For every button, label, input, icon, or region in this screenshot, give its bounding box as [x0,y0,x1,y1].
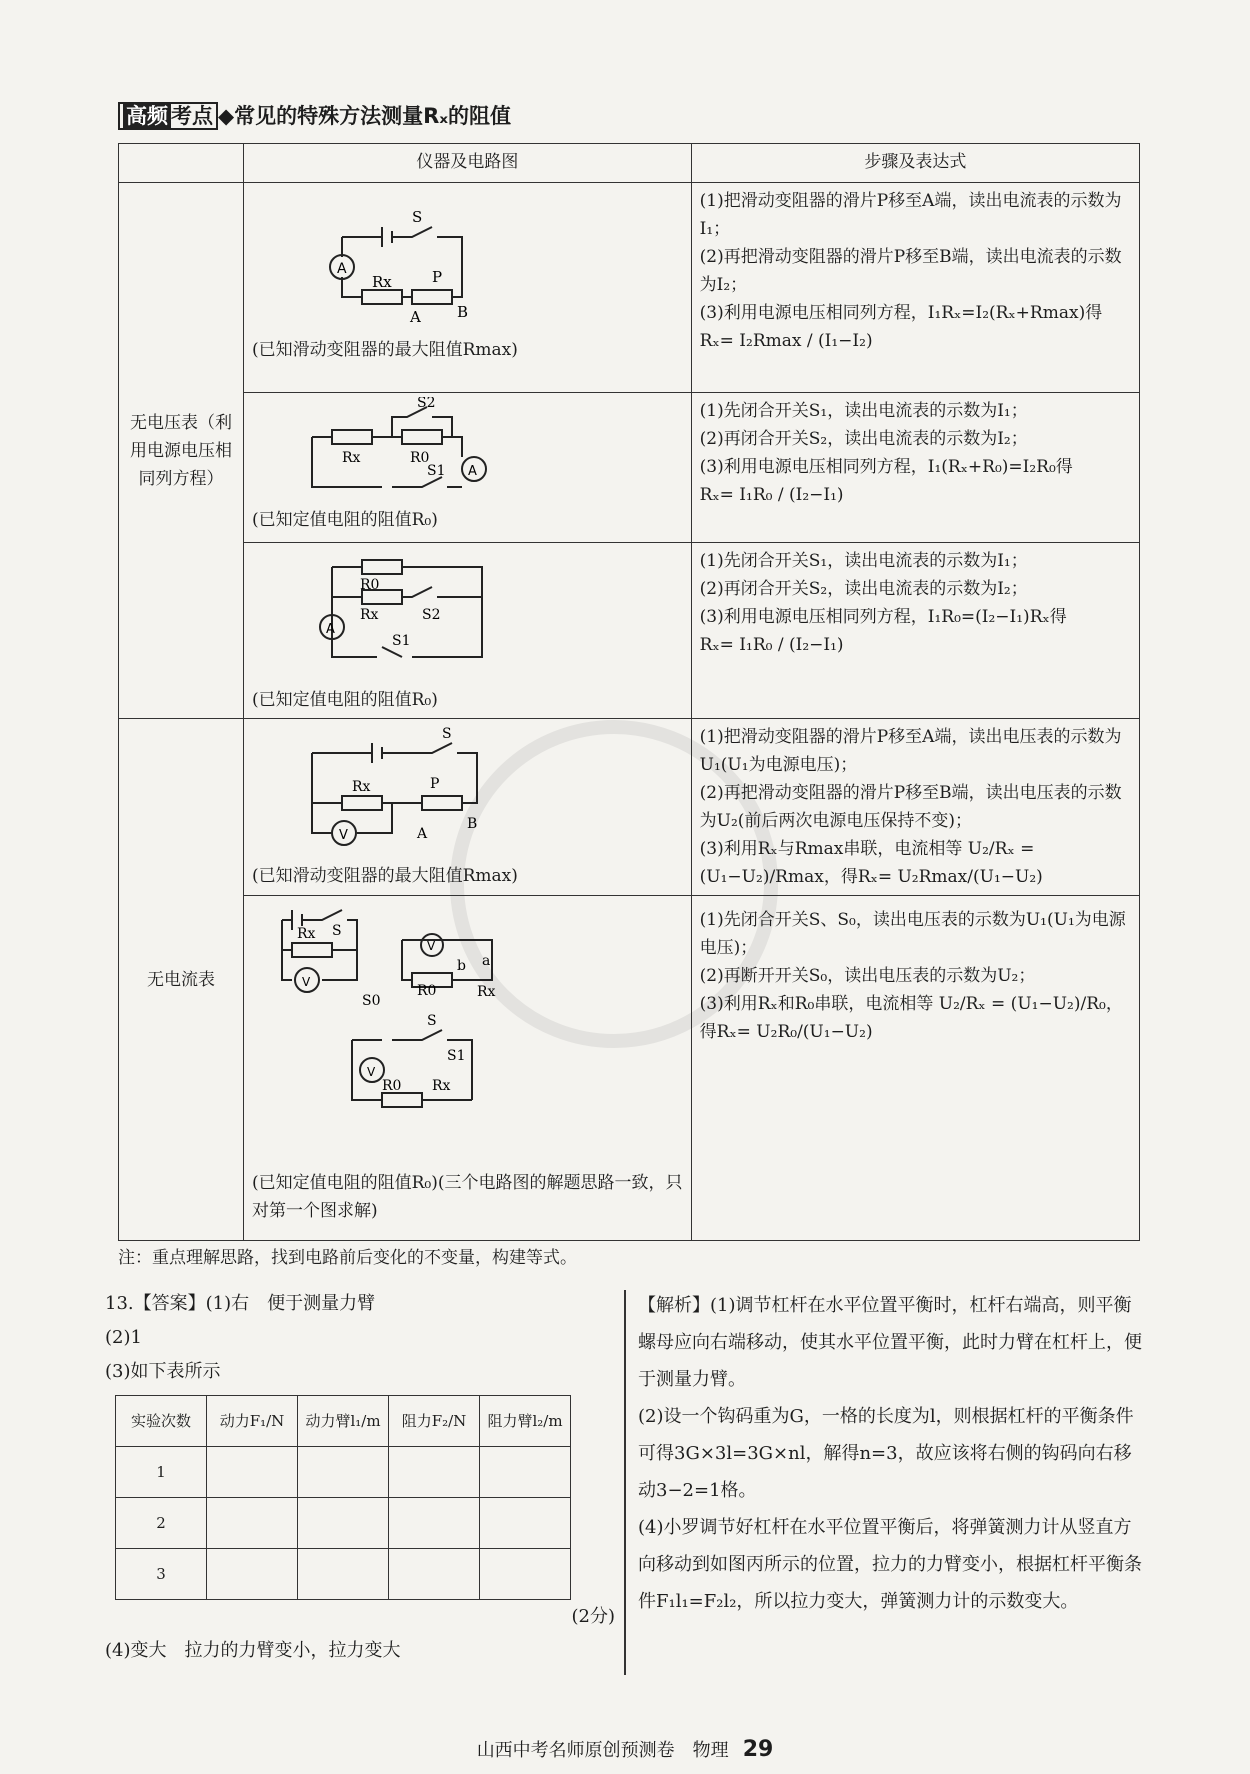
table-header: 阻力F₂/N [389,1396,480,1447]
circuit-caption: (已知定值电阻的阻值R₀) [252,690,438,710]
steps-cell [691,719,1139,896]
analysis-paragraph: (2)设一个钩码重为G，一格的长度为l，则根据杠杆的平衡条件可得3G×3l=3G×nl，解得n=3，故应该将右侧的钩码向右移动3−2=1格。 [638,1406,1134,1501]
circuit-diagram [252,723,552,853]
formula: Rₓ= I₂Rmax / (I₁−I₂) [699,331,873,351]
svg-text:B: B [467,816,478,832]
svg-text:V: V [302,975,311,989]
table-header: 阻力臂l₂/m [480,1396,571,1447]
svg-text:S2: S2 [422,607,441,623]
circuit-cell [244,393,692,543]
cell: 2 [116,1498,207,1549]
step: (1)先闭合开关S₁，读出电流表的示数为I₁； [699,551,1028,571]
svg-text:S1: S1 [392,633,411,649]
header-steps: 步骤及表达式 [691,144,1139,183]
svg-text:S2: S2 [417,397,436,411]
circuit-diagram [252,547,552,677]
circuit-diagram [252,397,552,497]
svg-text:V: V [427,939,436,953]
svg-text:A: A [410,308,421,326]
category-no-voltmeter: 无电压表（利用电源电压相同列方程） [119,183,244,719]
svg-text:S: S [332,923,342,939]
svg-text:P: P [432,268,443,286]
step: (3)利用电源电压相同列方程，I₁R₀=(I₂−I₁)Rₓ得 [699,607,1067,627]
analysis-paragraph: (4)小罗调节好杠杆在水平位置平衡后，将弹簧测力计从竖直方向移动到如图丙所示的位置，拉力的力臂变小，根据杠杆平衡条件F₁l₁=F₂l₂，所以拉力变大，弹簧测力计的示数变大。 [638,1517,1142,1612]
step: (3)利用Rₓ与Rmax串联，电流相等 U₂/Rₓ = (U₁−U₂)/Rmax，得Rₓ= U₂Rmax/(U₁−U₂) [699,839,1043,887]
svg-text:Rx: Rx [360,607,379,623]
table-header: 动力F₁/N [207,1396,298,1447]
step: (1)先闭合开关S、S₀，读出电压表的示数为U₁(U₁为电源电压)； [699,910,1126,958]
category-no-ammeter: 无电流表 [119,719,244,1241]
svg-text:b: b [457,958,466,974]
svg-text:Rx: Rx [352,779,371,795]
note-text: 注：重点理解思路，找到电路前后变化的不变量，构建等式。 [118,1248,577,1268]
svg-text:a: a [482,953,491,969]
circuit-diagram [252,900,552,1160]
steps-cell [691,393,1139,543]
page-footer [0,1736,1250,1762]
circuit-caption: (已知定值电阻的阻值R₀) [252,510,438,530]
analysis-paragraph: 【解析】(1)调节杠杆在水平位置平衡时，杠杆右端高，则平衡螺母应向右端移动，使其水平位置平衡，此时力臂在杠杆上，便于测量力臂。 [638,1295,1142,1390]
formula: Rₓ= I₁R₀ / (I₂−I₁) [699,485,844,505]
score-label: (2分) [571,1606,615,1627]
svg-text:Rx: Rx [477,984,496,1000]
svg-text:A: A [337,261,347,277]
step: (3)利用电源电压相同列方程，I₁(Rₓ+R₀)=I₂R₀得 [699,457,1073,477]
table-row [116,1447,571,1498]
answer-block [105,1287,625,1668]
svg-text:R0: R0 [382,1078,402,1094]
cell: 1 [116,1447,207,1498]
steps-cell [691,183,1139,393]
step: (2)再把滑动变阻器的滑片P移至B端，读出电压表的示数为U₂(前后两次电源电压保持不变)； [699,783,1122,831]
experiment-table [115,1395,571,1600]
formula: Rₓ= I₁R₀ / (I₂−I₁) [699,635,844,655]
svg-text:S: S [412,208,423,226]
svg-text:A: A [468,464,477,479]
table-header: 实验次数 [116,1396,207,1447]
svg-text:R0: R0 [417,983,437,999]
circuit-cell [244,543,692,719]
svg-text:Rx: Rx [342,450,361,466]
svg-text:A: A [417,826,428,842]
step: (2)再把滑动变阻器的滑片P移至B端，读出电流表的示数为I₂； [699,247,1122,295]
circuit-caption: (已知定值电阻的阻值R₀)(三个电路图的解题思路一致，只对第一个图求解) [252,1173,683,1221]
answer-part: (2)1 [105,1327,142,1348]
svg-text:S: S [442,726,452,742]
svg-text:Rx: Rx [297,926,316,942]
svg-text:V: V [339,828,348,843]
step: (1)把滑动变阻器的滑片P移至A端，读出电流表的示数为I₁； [699,191,1122,239]
svg-text:A: A [326,622,335,637]
methods-table [118,143,1140,1241]
header-circuit: 仪器及电路图 [244,144,692,183]
table-row [116,1549,571,1600]
step: (1)把滑动变阻器的滑片P移至A端，读出电压表的示数为U₁(U₁为电源电压)； [699,727,1122,775]
answer-part: (4)变大 拉力的力臂变小，拉力变大 [105,1640,401,1661]
answer-title: 13.【答案】(1)右 便于测量力臂 [105,1293,376,1314]
svg-text:S1: S1 [447,1048,466,1064]
footer-text: 山西中考名师原创预测卷 物理 [476,1740,729,1761]
svg-text:P: P [430,776,440,792]
answer-part: (3)如下表所示 [105,1361,221,1382]
frequency-tag: 高频 考点 [118,102,218,130]
section-title: 高频 考点 ◆常见的特殊方法测量Rₓ的阻值 [118,100,511,130]
step: (2)再闭合开关S₂，读出电流表的示数为I₂； [699,579,1028,599]
svg-text:V: V [367,1065,376,1079]
svg-text:R0: R0 [410,450,430,466]
step: (3)利用电源电压相同列方程，I₁Rₓ=I₂(Rₓ+Rmax)得 [699,303,1103,323]
step: (1)先闭合开关S₁，读出电流表的示数为I₁； [699,401,1028,421]
circuit-cell [244,896,692,1241]
steps-cell [691,543,1139,719]
step: (2)再断开开关S₀，读出电压表的示数为U₂； [699,966,1036,986]
table-header: 动力臂l₁/m [298,1396,389,1447]
svg-text:S1: S1 [427,463,446,479]
svg-text:Rx: Rx [372,273,392,291]
step: (2)再闭合开关S₂，读出电流表的示数为I₂； [699,429,1028,449]
column-divider [624,1290,626,1675]
svg-text:R0: R0 [360,577,380,593]
circuit-cell [244,719,692,896]
page-number: 29 [742,1737,774,1762]
circuit-caption: (已知滑动变阻器的最大阻值Rmax) [252,866,518,886]
analysis-block [638,1287,1146,1620]
svg-text:Rx: Rx [432,1078,451,1094]
circuit-cell [244,183,692,393]
svg-text:S: S [427,1013,437,1029]
svg-text:S0: S0 [362,993,381,1009]
step: (3)利用Rₓ和R₀串联，电流相等 U₂/Rₓ = (U₁−U₂)/R₀，得Rₓ= U₂R₀/(U₁−U₂) [699,994,1123,1042]
cell: 3 [116,1549,207,1600]
steps-cell [691,896,1139,1241]
svg-text:B: B [457,303,469,321]
circuit-diagram [252,187,552,327]
table-row [116,1498,571,1549]
circuit-caption: (已知滑动变阻器的最大阻值Rmax) [252,340,518,360]
